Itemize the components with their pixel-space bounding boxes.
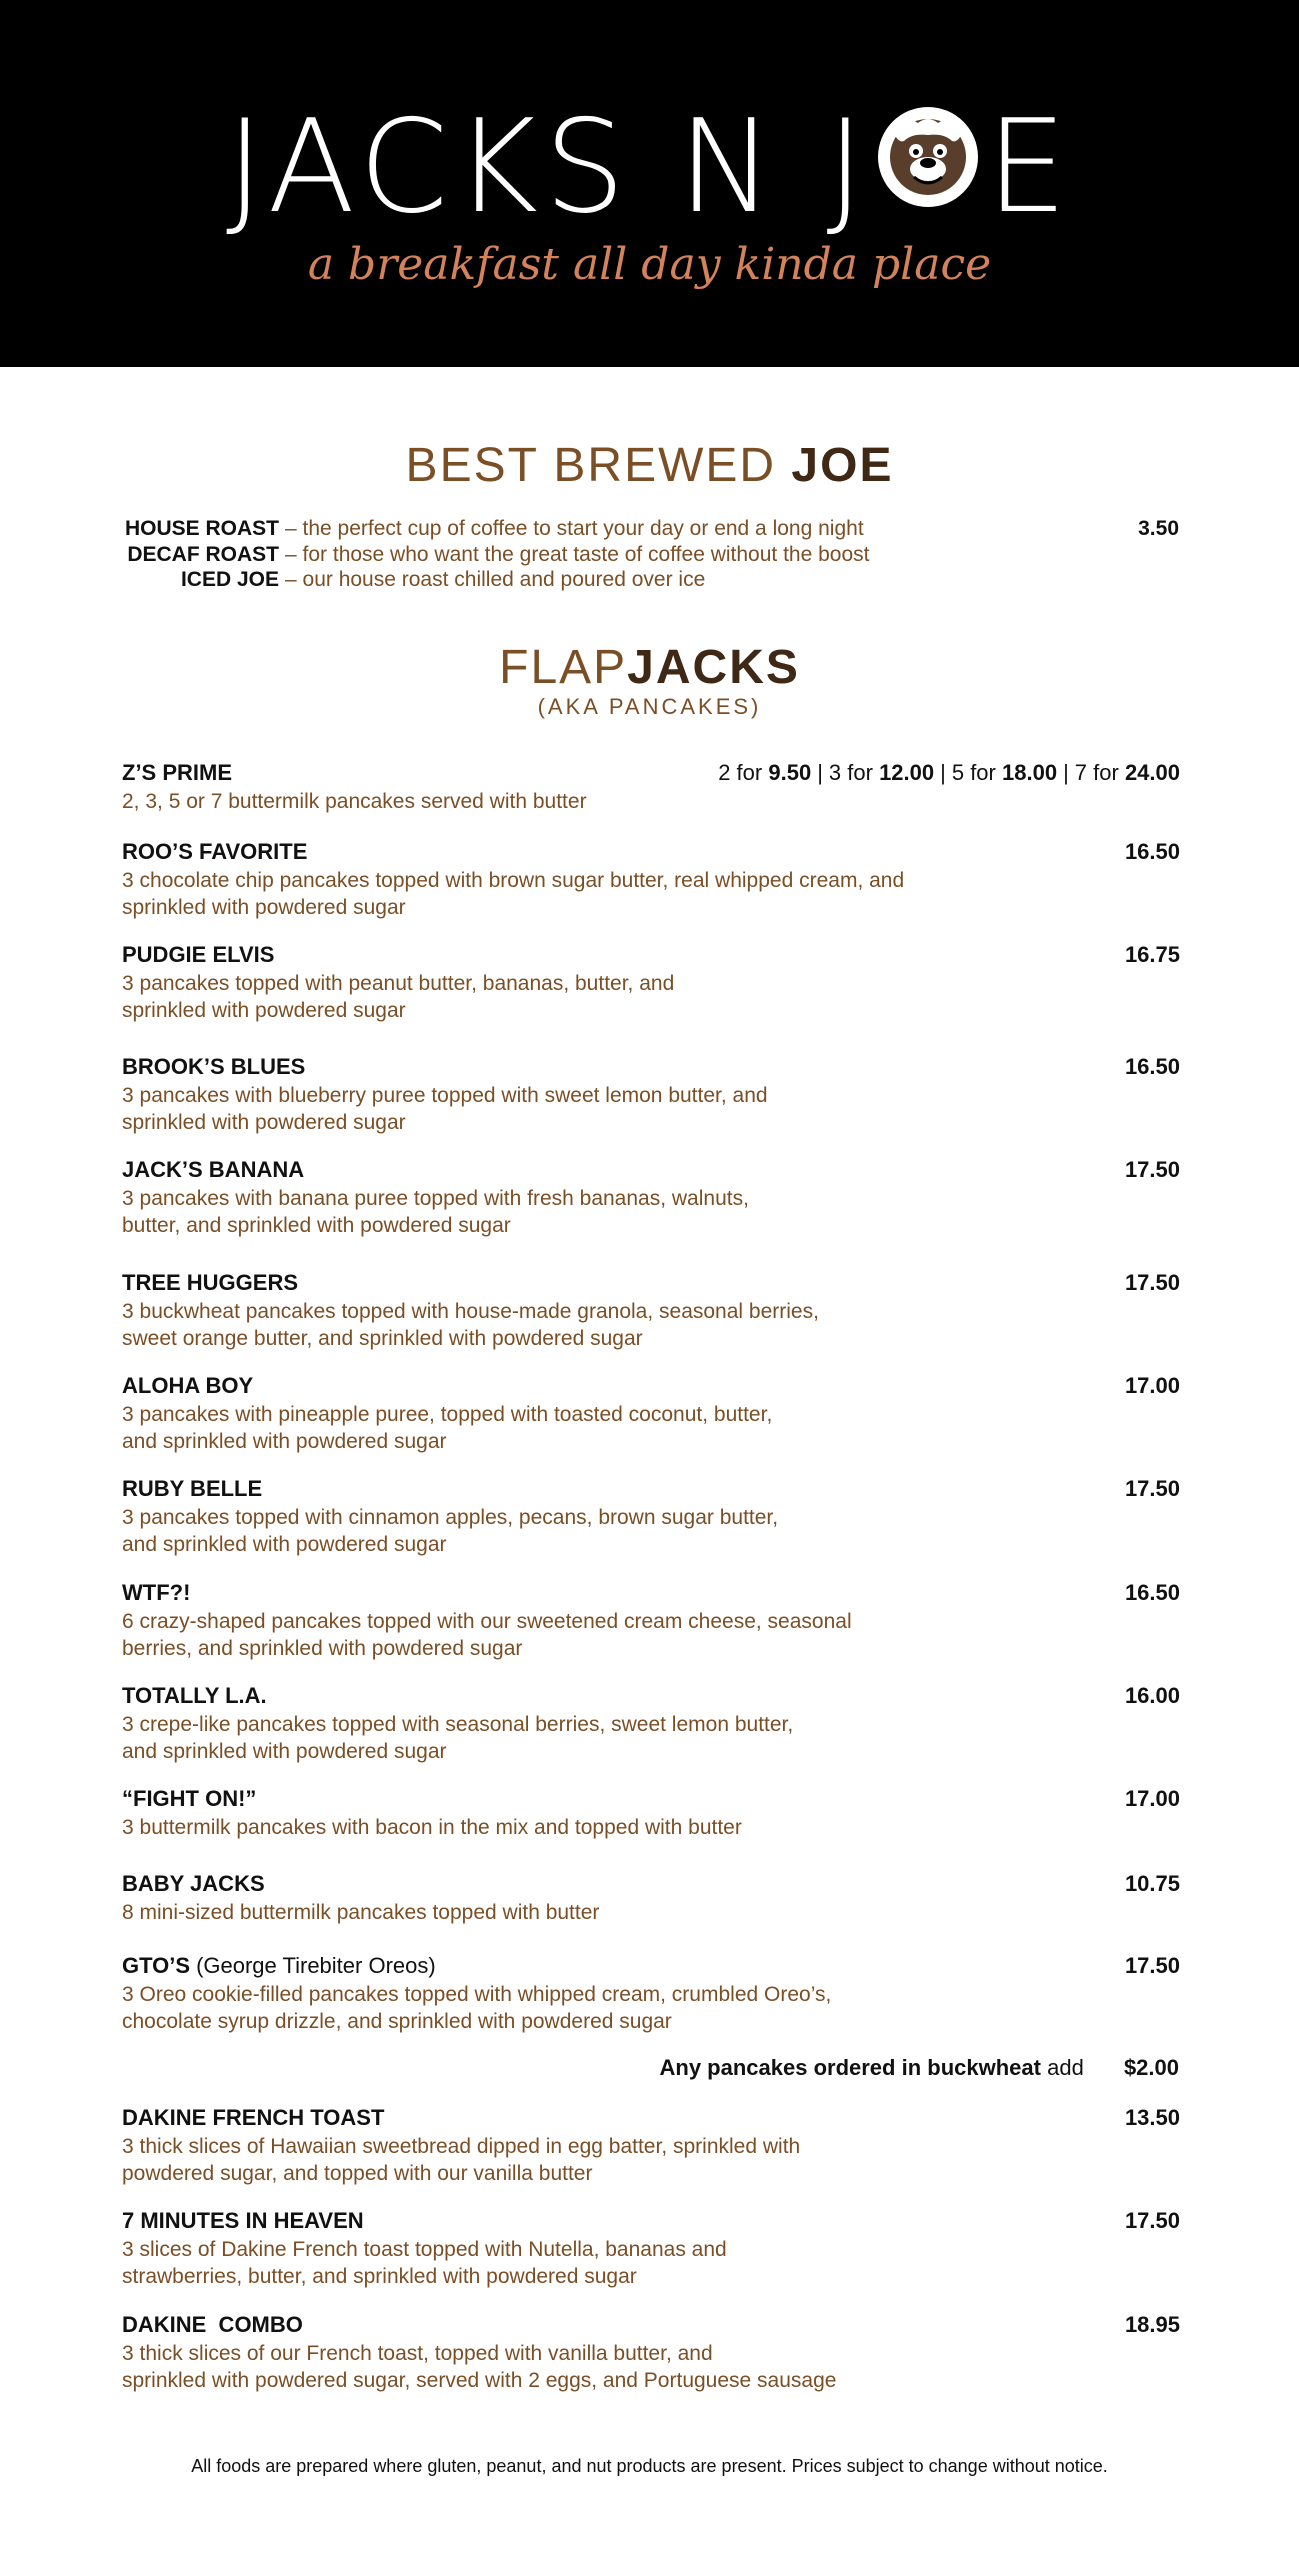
item-desc-line: berries, and sprinkled with powdered sugar (122, 1637, 523, 1660)
menu-item (122, 759, 1180, 815)
item-desc-line: 3 slices of Dakine French toast topped with Nutella, bananas and (122, 2238, 727, 2261)
flapjacks-section-title (0, 638, 1299, 698)
coffee-name: HOUSE ROAST (124, 517, 279, 540)
surcharge-price: $2.00 (1123, 2055, 1179, 2080)
item-desc (122, 1504, 1180, 1558)
item-desc: 2, 3, 5 or 7 buttermilk pancakes served with butter (122, 790, 587, 813)
menu-item (122, 2207, 1180, 2290)
tier-prices (718, 759, 1180, 787)
coffee-name: ICED JOE (180, 568, 279, 591)
item-name: ALOHA BOY (122, 1373, 254, 1398)
coffee-price: 3.50 (1138, 517, 1179, 540)
item-desc-line: sprinkled with powdered sugar, served with 2 eggs, and Portuguese sausage (122, 2369, 837, 2392)
tagline: a breakfast all day kinda place (307, 239, 992, 290)
item-desc-line: strawberries, butter, and sprinkled with powdered sugar (122, 2265, 637, 2288)
item-price: 16.00 (1124, 1683, 1180, 1708)
item-desc-line: and sprinkled with powdered sugar (122, 1533, 447, 1556)
item-name: JACK’S BANANA (122, 1157, 305, 1182)
item-desc (122, 867, 1180, 921)
item-name (122, 1952, 1180, 1980)
item-desc-line: 3 pancakes topped with cinnamon apples, pecans, brown sugar butter, (122, 1506, 779, 1529)
item-price: 10.75 (1124, 1871, 1180, 1896)
item-price: 17.50 (1124, 2208, 1180, 2233)
coffee-title-bold: JOE (791, 439, 894, 492)
coffee-row (0, 516, 1299, 542)
menu-item (122, 1682, 1180, 1765)
item-name-note: (George Tirebiter Oreos) (196, 1953, 436, 1978)
header-banner (0, 0, 1299, 367)
allergen-disclaimer: All foods are prepared where gluten, peanut, and nut products are present. Prices subject to change without notice. (191, 2456, 1108, 2476)
item-desc (122, 1608, 1180, 1662)
item-desc (122, 1711, 1180, 1765)
surcharge-label: Any pancakes ordered in buckwheat (659, 2055, 1041, 2080)
menu-item (122, 1579, 1180, 1662)
item-name: WTF?! (122, 1580, 191, 1605)
tier-label: 2 for (718, 760, 763, 785)
item-name: ROO’S FAVORITE (122, 839, 308, 864)
menu-item (122, 1952, 1180, 2035)
item-desc (122, 1082, 1180, 1136)
coffee-row (0, 567, 1299, 593)
item-desc-line: sprinkled with powdered sugar (122, 1111, 406, 1134)
item-price: 18.95 (1124, 2312, 1180, 2337)
tier-price: 24.00 (1124, 760, 1180, 785)
item-desc-line: 3 crepe-like pancakes topped with seasonal berries, sweet lemon butter, (122, 1713, 794, 1736)
menu-item (122, 838, 1180, 921)
item-name: PUDGIE ELVIS (122, 942, 275, 967)
tier-label: 7 for (1074, 760, 1119, 785)
item-name: “FIGHT ON!” (122, 1786, 257, 1811)
item-price: 16.50 (1124, 1580, 1180, 1605)
item-price: 17.50 (1124, 1953, 1180, 1978)
menu-item (122, 1475, 1180, 1558)
tier-separator: | (940, 760, 946, 785)
item-name: TREE HUGGERS (122, 1270, 299, 1295)
item-desc (122, 1401, 1180, 1455)
item-desc-line: sprinkled with powdered sugar (122, 999, 406, 1022)
item-name: BROOK’S BLUES (122, 1054, 306, 1079)
item-desc-line: 3 pancakes with blueberry puree topped with sweet lemon butter, and (122, 1084, 768, 1107)
item-price: 17.00 (1124, 1373, 1180, 1398)
bulldog-logo-icon (874, 93, 982, 243)
item-desc-line: 3 Oreo cookie-filled pancakes topped with whipped cream, crumbled Oreo’s, (122, 1983, 832, 2006)
item-name: BABY JACKS (122, 1871, 265, 1896)
menu-item (122, 2104, 1180, 2187)
item-desc-line: 3 chocolate chip pancakes topped with brown sugar butter, real whipped cream, and (122, 869, 905, 892)
item-price: 17.50 (1124, 1270, 1180, 1295)
tier-label: 5 for (951, 760, 996, 785)
menu-item (122, 2311, 1180, 2394)
coffee-desc: – for those who want the great taste of coffee without the boost (285, 543, 870, 566)
item-desc-line: 3 thick slices of our French toast, topped with vanilla butter, and (122, 2342, 713, 2365)
tier-separator: | (1063, 760, 1069, 785)
item-desc-line: 6 crazy-shaped pancakes topped with our sweetened cream cheese, seasonal (122, 1610, 852, 1633)
coffee-desc: – our house roast chilled and poured over ice (285, 568, 706, 591)
coffee-row (0, 542, 1299, 568)
menu-item (122, 1870, 1180, 1926)
item-name: Z’S PRIME (122, 760, 233, 785)
menu-item (122, 1372, 1180, 1455)
item-desc-line: 3 pancakes with pineapple puree, topped with toasted coconut, butter, (122, 1403, 773, 1426)
tier-price: 12.00 (879, 760, 935, 785)
item-price: 16.75 (1124, 942, 1180, 967)
coffee-name: DECAF ROAST (127, 543, 279, 566)
menu-item (122, 941, 1180, 1024)
item-desc (122, 1298, 1180, 1352)
item-price: 17.50 (1124, 1157, 1180, 1182)
buckwheat-surcharge (660, 2054, 1180, 2082)
flapjacks-title-light: FLAP (499, 641, 628, 694)
item-desc-line: powdered sugar, and topped with our vanilla butter (122, 2162, 593, 2185)
item-desc-line: and sprinkled with powdered sugar (122, 1740, 447, 1763)
item-price: 13.50 (1124, 2105, 1180, 2130)
item-desc-line: and sprinkled with powdered sugar (122, 1430, 447, 1453)
item-desc (122, 1185, 1180, 1239)
menu-item (122, 1156, 1180, 1239)
coffee-desc: – the perfect cup of coffee to start your day or end a long night (285, 517, 864, 540)
item-desc-line: sprinkled with powdered sugar (122, 896, 406, 919)
item-name-text: GTO’S (122, 1953, 191, 1978)
item-desc (122, 2133, 1180, 2187)
item-price: 16.50 (1124, 1054, 1180, 1079)
item-price: 17.50 (1124, 1476, 1180, 1501)
item-desc (122, 2340, 1180, 2394)
tier-label: 3 for (828, 760, 873, 785)
surcharge-verb: add (1047, 2055, 1084, 2080)
item-desc (122, 1981, 1180, 2035)
item-name: DAKINE COMBO (122, 2312, 303, 2337)
flapjacks-subtitle: (AKA PANCAKES) (537, 694, 762, 719)
tier-price: 18.00 (1002, 760, 1058, 785)
item-desc-line: 3 pancakes topped with peanut butter, bananas, butter, and (122, 972, 675, 995)
item-desc: 3 buttermilk pancakes with bacon in the mix and topped with butter (122, 1816, 742, 1839)
item-price: 17.00 (1124, 1786, 1180, 1811)
item-name: 7 MINUTES IN HEAVEN (122, 2208, 364, 2233)
logo-text-right: E (986, 92, 1074, 242)
flapjacks-title-bold: JACKS (627, 641, 800, 694)
item-desc-line: sweet orange butter, and sprinkled with powdered sugar (122, 1327, 643, 1350)
item-desc-line: 3 pancakes with banana puree topped with fresh bananas, walnuts, (122, 1187, 749, 1210)
tier-price: 9.50 (768, 760, 812, 785)
logo-text-left: JACKS N J (225, 92, 871, 242)
item-name: TOTALLY L.A. (122, 1683, 267, 1708)
item-desc (122, 2236, 1180, 2290)
menu-item (122, 1269, 1180, 1352)
menu-item (122, 1053, 1180, 1136)
item-desc (122, 970, 1180, 1024)
brand-logo (0, 85, 1299, 243)
coffee-section-title (0, 436, 1299, 496)
item-name: RUBY BELLE (122, 1476, 263, 1501)
coffee-title-light: BEST BREWED (405, 439, 792, 492)
item-desc-line: 3 buckwheat pancakes topped with house-made granola, seasonal berries, (122, 1300, 819, 1323)
item-desc-line: butter, and sprinkled with powdered sugar (122, 1214, 511, 1237)
menu-item (122, 1785, 1180, 1841)
item-name: DAKINE FRENCH TOAST (122, 2105, 385, 2130)
item-price: 16.50 (1124, 839, 1180, 864)
tier-separator: | (817, 760, 823, 785)
item-desc: 8 mini-sized buttermilk pancakes topped with butter (122, 1901, 600, 1924)
item-desc-line: 3 thick slices of Hawaiian sweetbread dipped in egg batter, sprinkled with (122, 2135, 801, 2158)
item-desc-line: chocolate syrup drizzle, and sprinkled with powdered sugar (122, 2010, 672, 2033)
